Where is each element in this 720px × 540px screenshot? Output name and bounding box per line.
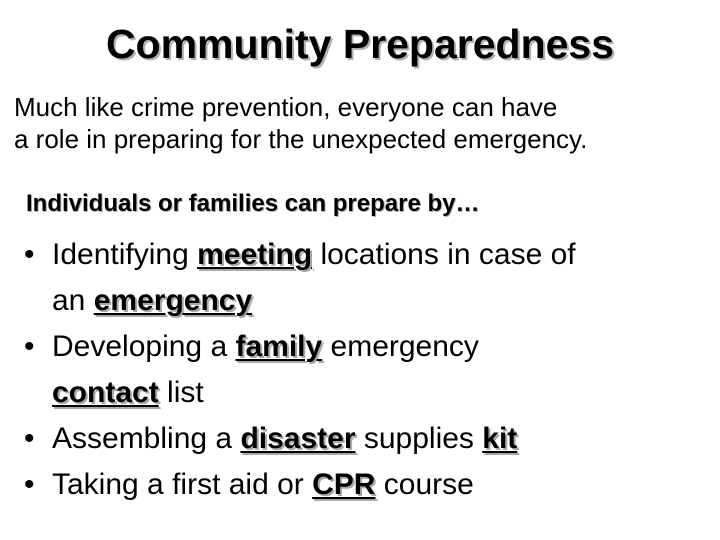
slide-title: Community Preparedness — [105, 21, 615, 67]
bullet-text: Developing a — [52, 330, 236, 363]
bullet-icon: • — [24, 238, 35, 271]
bullet-text: an — [52, 284, 94, 317]
keyword-contact: contact — [52, 376, 159, 409]
bullet-item-first-aid-course — [24, 462, 714, 508]
keyword-cpr: CPR — [312, 468, 376, 501]
bullet-text: course — [375, 468, 474, 501]
bullet-item-supplies-kit — [24, 416, 714, 462]
bullet-line — [52, 462, 714, 508]
bullet-item-family-contact-list — [24, 324, 714, 416]
bullet-text: locations in case of — [312, 238, 576, 271]
intro-line-2: a role in preparing for the unexpected emergency. — [14, 124, 588, 154]
bullet-icon: • — [24, 422, 35, 455]
keyword-emergency: emergency — [93, 284, 253, 317]
keyword-meeting: meeting — [197, 238, 313, 271]
bullet-line — [52, 232, 714, 278]
intro-line-1: Much like crime prevention, everyone can have — [14, 92, 558, 122]
bullet-icon: • — [24, 468, 35, 501]
bullet-line — [52, 324, 714, 370]
intro-paragraph — [14, 91, 718, 155]
bullet-text: Assembling a — [52, 422, 241, 455]
bullet-text: Taking a first aid or — [52, 468, 313, 501]
bullet-text: supplies — [355, 422, 483, 455]
bullet-text: list — [158, 376, 204, 409]
keyword-disaster: disaster — [240, 422, 356, 455]
subheading: Individuals or families can prepare by… — [26, 190, 480, 217]
bullet-list — [24, 232, 714, 508]
bullet-line — [52, 278, 714, 324]
keyword-kit: kit — [482, 422, 518, 455]
bullet-line — [52, 416, 714, 462]
bullet-item-meeting-locations — [24, 232, 714, 324]
bullet-text: Identifying — [52, 238, 198, 271]
bullet-text: emergency — [322, 330, 479, 363]
keyword-family: family — [235, 330, 323, 363]
bullet-line — [52, 370, 714, 416]
bullet-icon: • — [24, 330, 35, 363]
